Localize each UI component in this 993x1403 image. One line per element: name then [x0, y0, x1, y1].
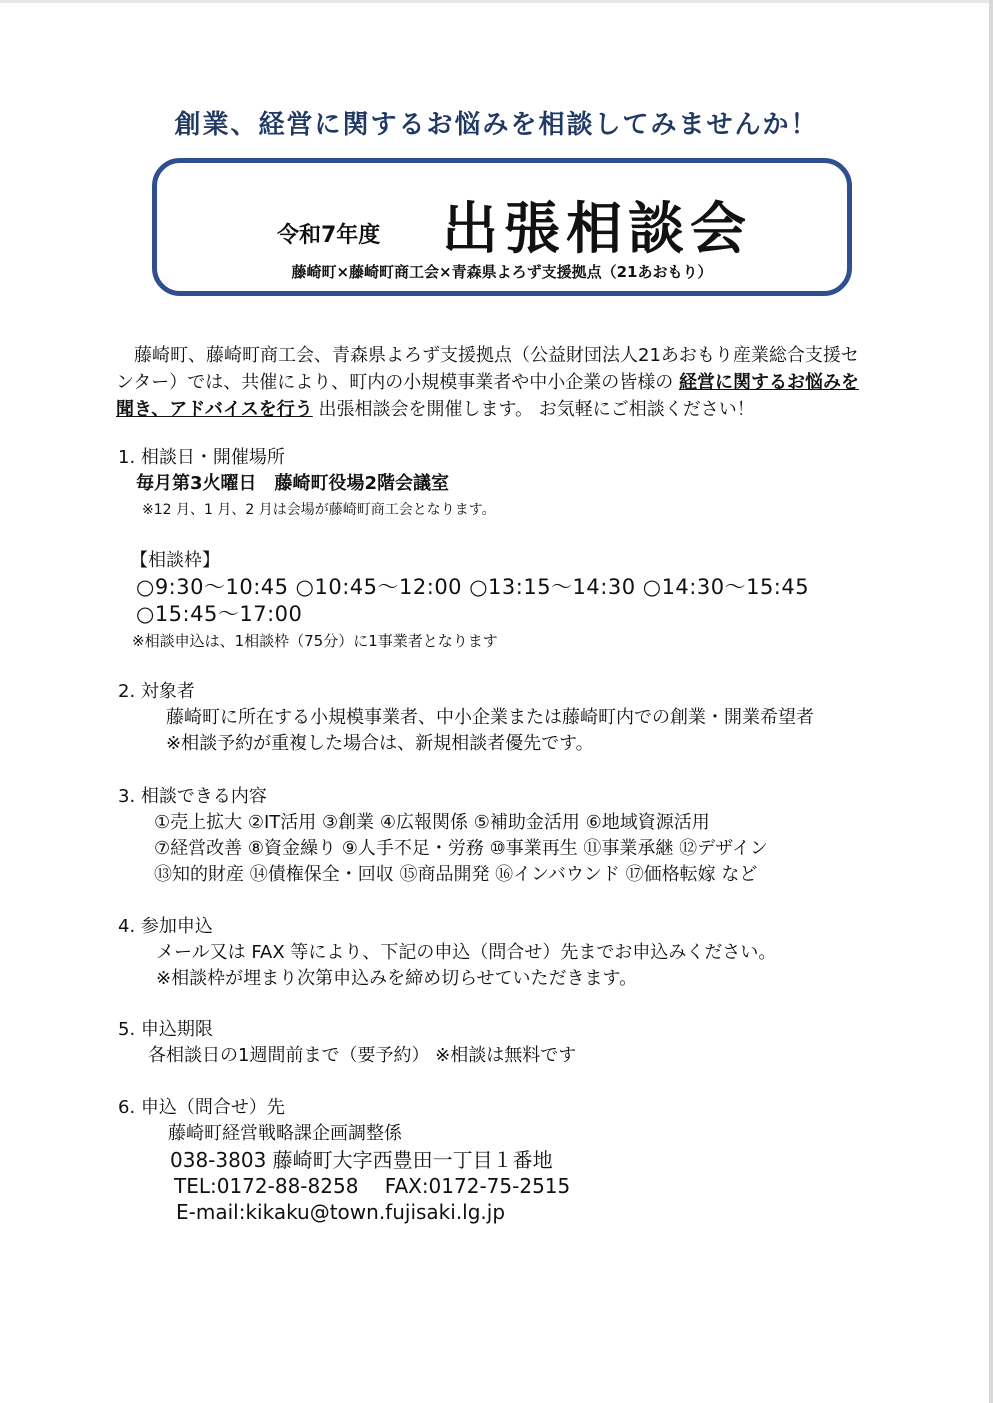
topics-line-3: ⑬知的財産 ⑭債権保全・回収 ⑮商品開発 ⑯インバウンド ⑰価格転嫁 など	[154, 864, 758, 885]
section-5-heading: 5. 申込期限	[118, 1019, 213, 1040]
contact-address: 038-3803 藤崎町大字西豊田一丁目１番地	[170, 1148, 553, 1172]
section-6-heading: 6. 申込（問合せ）先	[118, 1097, 285, 1118]
target-note: ※相談予約が重複した場合は、新規相談者優先です。	[166, 733, 594, 754]
slots-block	[118, 548, 809, 654]
schedule-text: 毎月第3火曜日 藤崎町役場2階会議室	[136, 473, 450, 494]
page-title: 出張相談会	[442, 197, 752, 262]
intro-text-1: 藤崎町、藤崎町商工会、青森県よろず支援拠点（公益財団法人21あおもり産業総合支援センター）では、共催により、町内の小規模事業者や中小企業の皆様の	[116, 345, 859, 393]
section-6	[118, 1095, 570, 1225]
organizers-line: 藤崎町×藤崎町商工会×青森県よろず支援拠点（21あおもり）	[291, 263, 713, 281]
section-4	[118, 914, 776, 992]
target-text: 藤崎町に所在する小規模事業者、中小企業または藤崎町内での創業・開業希望者	[166, 707, 814, 728]
title-box	[152, 158, 852, 296]
page-right-edge	[989, 0, 993, 1403]
slots-line-2: ○15:45～17:00	[136, 602, 303, 626]
contact-dept: 藤崎町経営戦略課企画調整係	[168, 1123, 402, 1144]
section-5	[118, 1017, 576, 1069]
section-2	[118, 679, 814, 757]
deadline-text: 各相談日の1週間前まで（要予約） ※相談は無料です	[148, 1045, 577, 1066]
apply-text: メール又は FAX 等により、下記の申込（問合せ）先までお申込みください。	[156, 942, 777, 963]
contact-email[interactable]: E-mail:kikaku@town.fujisaki.lg.jp	[176, 1200, 506, 1224]
title-year: 令和7年度	[277, 223, 381, 248]
intro-text-2: 出張相談会を開催します。 お気軽にご相談ください！	[312, 399, 755, 420]
schedule-note: ※12 月、1 月、2 月は会場が藤崎町商工会となります。	[142, 502, 496, 518]
apply-note: ※相談枠が埋まり次第申込みを締め切らせていただきます。	[156, 968, 638, 989]
page-top-edge	[0, 0, 993, 3]
section-4-heading: 4. 参加申込	[118, 916, 213, 937]
section-2-heading: 2. 対象者	[118, 681, 195, 702]
topics-line-1: ①売上拡大 ②IT活用 ③創業 ④広報関係 ⑤補助金活用 ⑥地域資源活用	[154, 812, 710, 833]
section-1	[118, 445, 496, 523]
slots-note: ※相談申込は、1相談枠（75分）に1事業者となります	[132, 632, 498, 650]
contact-tel-fax: TEL:0172-88-8258 FAX:0172-75-2515	[174, 1174, 571, 1198]
slots-line-1: ○9:30～10:45 ○10:45～12:00 ○13:15～14:30 ○14:30～15:45	[136, 575, 810, 599]
slots-heading: 【相談枠】	[130, 550, 220, 571]
page-subtitle: 創業、経営に関するお悩みを相談してみませんか！	[174, 110, 819, 140]
intro-highlight: 経営に関するお悩みを聞き、アドバイスを行う	[116, 372, 859, 420]
section-1-heading: 1. 相談日・開催場所	[118, 447, 285, 468]
section-3	[118, 784, 768, 888]
topics-line-2: ⑦経営改善 ⑧資金繰り ⑨人手不足・労務 ⑩事業再生 ⑪事業承継 ⑫デザイン	[154, 838, 768, 859]
intro-paragraph	[116, 342, 876, 423]
section-3-heading: 3. 相談できる内容	[118, 786, 267, 807]
